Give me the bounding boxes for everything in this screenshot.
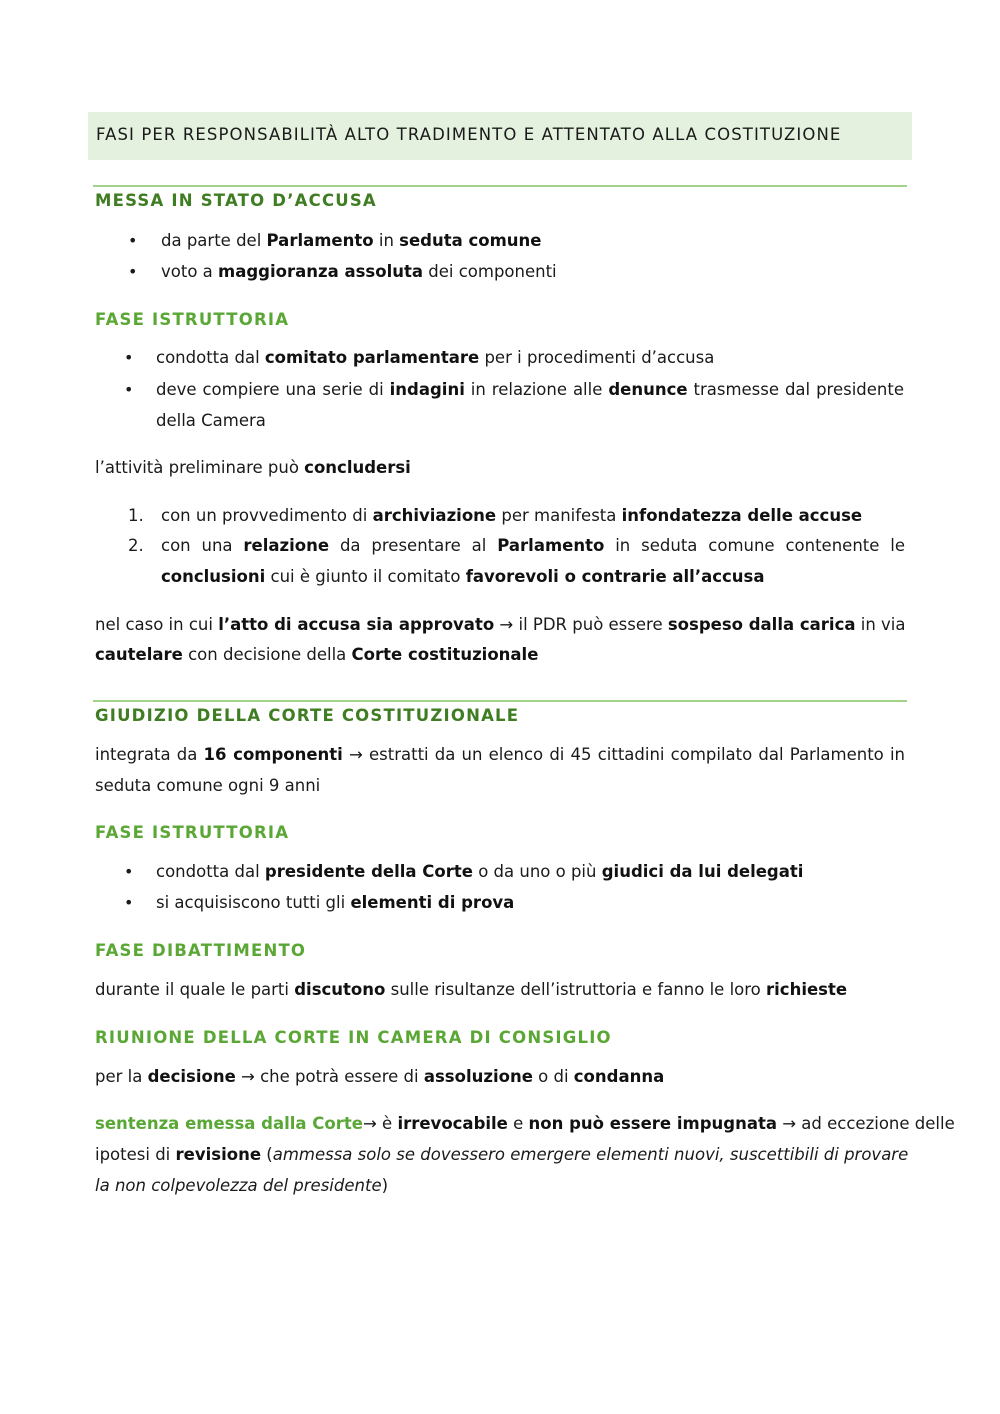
subheading-riunione: RIUNIONE DELLA CORTE IN CAMERA DI CONSIGLIO	[95, 1028, 612, 1047]
subheading-fase-dibattimento: FASE DIBATTIMENTO	[95, 941, 307, 960]
subheading-fase-istruttoria: FASE ISTRUTTORIA	[95, 310, 290, 329]
bullet-dot: •	[128, 262, 138, 281]
paragraph-continuation: cautelare con decisione della Corte costituzionale	[95, 645, 539, 664]
paragraph: nel caso in cui l’atto di accusa sia approvato → il PDR può essere sospeso dalla carica in via	[95, 615, 906, 634]
paragraph-continuation: la non colpevolezza del presidente)	[95, 1176, 389, 1195]
bullet-dot: •	[124, 348, 134, 367]
paragraph: per la decisione → che potrà essere di assoluzione o di condanna	[95, 1067, 665, 1086]
list-item: condotta dal presidente della Corte o da uno o più giudici da lui delegati	[156, 862, 804, 881]
paragraph: integrata da 16 componenti → estratti da un elenco di 45 cittadini compilato dal Parlamento in	[95, 745, 905, 764]
list-item: si acquisiscono tutti gli elementi di prova	[156, 893, 515, 912]
paragraph: l’attività preliminare può concludersi	[95, 458, 411, 477]
subheading-fase-istruttoria: FASE ISTRUTTORIA	[95, 823, 290, 842]
numbered-item: con una relazione da presentare al Parlamento in seduta comune contenente le	[161, 536, 906, 555]
numbered-item-continuation: conclusioni cui è giunto il comitato favorevoli o contrarie all’accusa	[161, 567, 765, 586]
section-heading-messa-in-stato: MESSA IN STATO D’ACCUSA	[95, 191, 377, 210]
list-item: voto a maggioranza assoluta dei componenti	[161, 262, 557, 281]
document-title: FASI PER RESPONSABILITÀ ALTO TRADIMENTO E ATTENTATO ALLA COSTITUZIONE	[96, 125, 842, 144]
list-number: 2.	[128, 536, 144, 555]
bullet-dot: •	[124, 862, 134, 881]
numbered-item: con un provvedimento di archiviazione per manifesta infondatezza delle accuse	[161, 506, 863, 525]
list-item: da parte del Parlamento in seduta comune	[161, 231, 542, 250]
section-heading-giudizio: GIUDIZIO DELLA CORTE COSTITUZIONALE	[95, 706, 520, 725]
bullet-dot: •	[128, 231, 138, 250]
section-divider	[93, 185, 907, 187]
paragraph-continuation: ipotesi di revisione (ammessa solo se dovessero emergere elementi nuovi, suscettibili di provare	[95, 1145, 909, 1164]
list-item: condotta dal comitato parlamentare per i procedimenti d’accusa	[156, 348, 715, 367]
paragraph-continuation: seduta comune ogni 9 anni	[95, 776, 321, 795]
paragraph: durante il quale le parti discutono sulle risultanze dell’istruttoria e fanno le loro richieste	[95, 980, 848, 999]
bullet-dot: •	[124, 380, 134, 399]
paragraph-sentenza: sentenza emessa dalla Corte→ è irrevocabile e non può essere impugnata → ad eccezione delle	[95, 1114, 955, 1133]
list-item-continuation: della Camera	[156, 411, 266, 430]
list-item: deve compiere una serie di indagini in relazione alle denunce trasmesse dal presidente	[156, 380, 905, 399]
bullet-dot: •	[124, 893, 134, 912]
list-number: 1.	[128, 506, 144, 525]
section-divider	[93, 700, 907, 702]
